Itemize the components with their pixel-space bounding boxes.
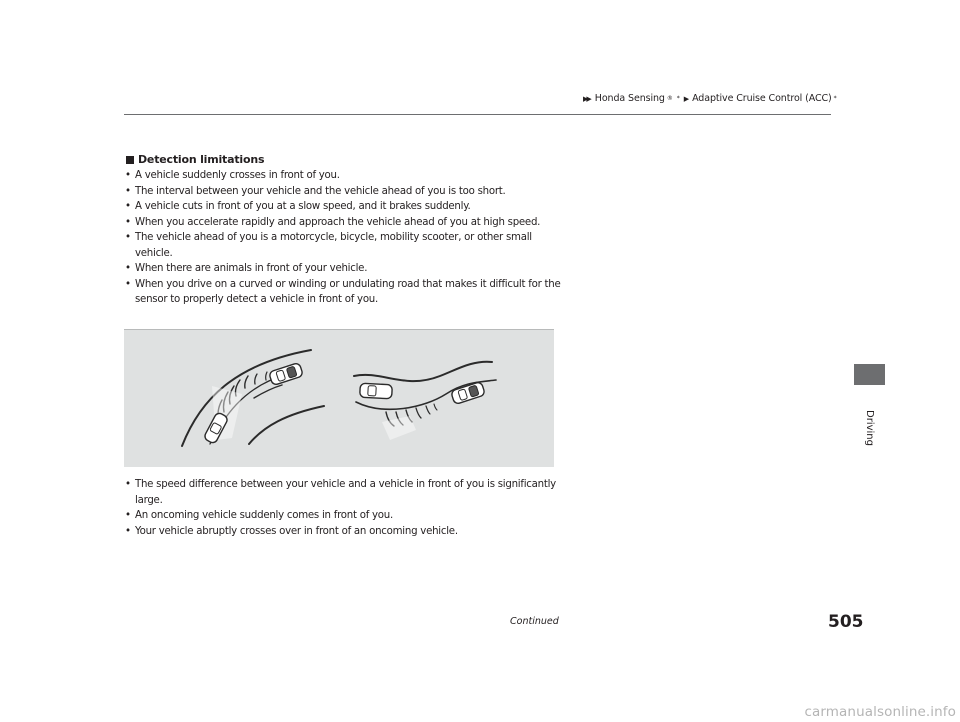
section-heading-text: Detection limitations [138, 153, 265, 166]
section-tab-marker[interactable] [854, 364, 885, 385]
list-item: • When you drive on a curved or winding or undulating road that makes it difficult for the sensor to properly detect a vehicle in front of you. [124, 277, 564, 308]
list-item: • When there are animals in front of your vehicle. [124, 261, 564, 277]
watermark: carmanualsonline.info [804, 704, 956, 720]
list-item: • A vehicle cuts in front of you at a slow speed, and it brakes suddenly. [124, 199, 564, 215]
continued-label: Continued [510, 616, 559, 627]
vehicle-ahead-right-icon [360, 383, 393, 399]
header-divider [124, 114, 831, 115]
limitations-list-continued [124, 477, 564, 539]
section-tab-text: Driving [864, 410, 875, 446]
main-content [124, 152, 564, 308]
limitations-list [124, 168, 564, 308]
list-item: • Your vehicle abruptly crosses over in front of an oncoming vehicle. [124, 524, 564, 540]
list-item: • The speed difference between your vehicle and a vehicle in front of you is significantly large. [124, 477, 564, 508]
vehicle-ahead-left-icon [269, 362, 304, 385]
breadcrumb [583, 93, 839, 104]
radar-beam [382, 416, 416, 440]
breadcrumb-item-acc[interactable]: Adaptive Cruise Control (ACC) [692, 93, 832, 104]
list-item: • The vehicle ahead of you is a motorcycle, bicycle, mobility scooter, or other small vehicle. [124, 230, 564, 261]
list-item: • The interval between your vehicle and the vehicle ahead of you is too short. [124, 184, 564, 200]
double-arrow-icon: ▶▶ [583, 94, 590, 103]
road-edge-line [249, 406, 324, 444]
road-edge-line [354, 362, 492, 381]
section-tab-label [854, 410, 885, 446]
square-bullet-icon [126, 156, 134, 164]
list-item: • A vehicle suddenly crosses in front of you. [124, 168, 564, 184]
list-item: • An oncoming vehicle suddenly comes in front of you. [124, 508, 564, 524]
list-item: • When you accelerate rapidly and approach the vehicle ahead of you at high speed. [124, 215, 564, 231]
optional-star-mark: * [676, 95, 680, 102]
registered-mark: ® [666, 95, 673, 102]
curved-road-illustration [124, 329, 554, 467]
page-number: 505 [828, 612, 864, 632]
arrow-icon: ▶ [683, 94, 688, 103]
section-heading [124, 152, 564, 168]
breadcrumb-item-honda-sensing[interactable]: Honda Sensing [594, 93, 665, 104]
road-diagram [124, 330, 554, 467]
optional-star-mark: * [833, 95, 837, 102]
